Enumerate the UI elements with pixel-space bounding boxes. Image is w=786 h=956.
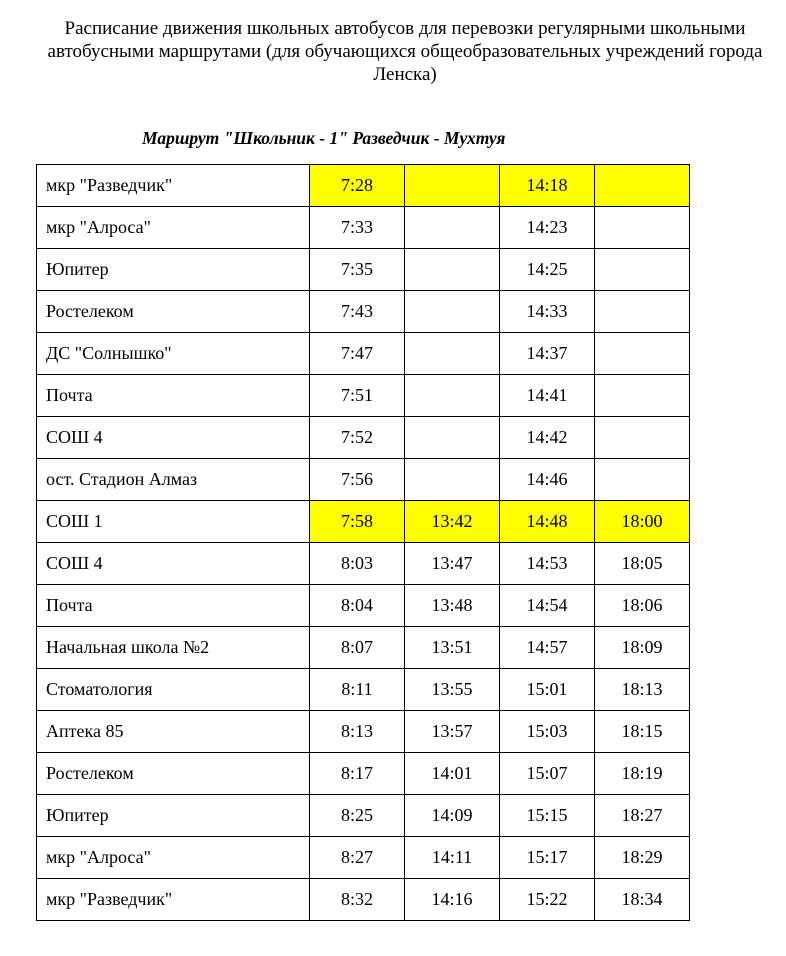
departure-time-cell-1: 7:52	[310, 417, 405, 459]
departure-time-cell-4	[595, 333, 690, 375]
route-title: Маршрут "Школьник - 1" Разведчик - Мухтуя	[142, 128, 506, 148]
departure-time-cell-1: 7:43	[310, 291, 405, 333]
table-row	[37, 249, 690, 291]
stop-name-cell: Почта	[37, 375, 310, 417]
stop-name-cell: мкр "Алроса"	[37, 837, 310, 879]
departure-time-cell-2: 13:51	[405, 627, 500, 669]
table-row	[37, 543, 690, 585]
table-row	[37, 879, 690, 921]
departure-time-cell-1: 8:32	[310, 879, 405, 921]
departure-time-cell-1: 8:13	[310, 711, 405, 753]
departure-time-cell-4: 18:00	[595, 501, 690, 543]
stop-name-cell: Юпитер	[37, 795, 310, 837]
table-row	[37, 459, 690, 501]
departure-time-cell-2: 14:01	[405, 753, 500, 795]
departure-time-cell-1: 8:25	[310, 795, 405, 837]
departure-time-cell-2	[405, 459, 500, 501]
departure-time-cell-3: 15:15	[500, 795, 595, 837]
table-row	[37, 375, 690, 417]
departure-time-cell-1: 7:35	[310, 249, 405, 291]
table-row	[37, 291, 690, 333]
departure-time-cell-4: 18:05	[595, 543, 690, 585]
departure-time-cell-4: 18:27	[595, 795, 690, 837]
departure-time-cell-3: 14:42	[500, 417, 595, 459]
departure-time-cell-3: 14:25	[500, 249, 595, 291]
departure-time-cell-2: 13:55	[405, 669, 500, 711]
departure-time-cell-2	[405, 249, 500, 291]
departure-time-cell-2: 14:09	[405, 795, 500, 837]
departure-time-cell-4: 18:34	[595, 879, 690, 921]
departure-time-cell-2: 14:11	[405, 837, 500, 879]
stop-name-cell: Ростелеком	[37, 753, 310, 795]
schedule-table	[36, 164, 690, 921]
departure-time-cell-4	[595, 417, 690, 459]
stop-name-cell: Юпитер	[37, 249, 310, 291]
table-row	[37, 501, 690, 543]
table-row	[37, 795, 690, 837]
departure-time-cell-1: 7:56	[310, 459, 405, 501]
departure-time-cell-4	[595, 375, 690, 417]
departure-time-cell-1: 7:33	[310, 207, 405, 249]
document-title: Расписание движения школьных автобусов для перевозки регулярными школьными автобусными маршрутами (для обучающихся общеобразовательных учреждений города Ленска)	[47, 18, 763, 85]
schedule-body	[37, 165, 690, 921]
departure-time-cell-3: 14:48	[500, 501, 595, 543]
departure-time-cell-1: 8:04	[310, 585, 405, 627]
stop-name-cell: СОШ 4	[37, 417, 310, 459]
table-row	[37, 417, 690, 459]
stop-name-cell: ДС "Солнышко"	[37, 333, 310, 375]
departure-time-cell-1: 8:27	[310, 837, 405, 879]
departure-time-cell-2	[405, 207, 500, 249]
stop-name-cell: мкр "Алроса"	[37, 207, 310, 249]
departure-time-cell-3: 15:01	[500, 669, 595, 711]
departure-time-cell-3: 14:23	[500, 207, 595, 249]
table-row	[37, 627, 690, 669]
departure-time-cell-3: 14:41	[500, 375, 595, 417]
departure-time-cell-4: 18:15	[595, 711, 690, 753]
departure-time-cell-1: 8:07	[310, 627, 405, 669]
departure-time-cell-2: 13:57	[405, 711, 500, 753]
stop-name-cell: Аптека 85	[37, 711, 310, 753]
departure-time-cell-3: 14:54	[500, 585, 595, 627]
departure-time-cell-2	[405, 375, 500, 417]
departure-time-cell-3: 15:07	[500, 753, 595, 795]
departure-time-cell-1: 8:11	[310, 669, 405, 711]
table-row	[37, 165, 690, 207]
stop-name-cell: ост. Стадион Алмаз	[37, 459, 310, 501]
departure-time-cell-1: 7:28	[310, 165, 405, 207]
departure-time-cell-2	[405, 165, 500, 207]
departure-time-cell-4	[595, 249, 690, 291]
departure-time-cell-2: 13:47	[405, 543, 500, 585]
departure-time-cell-3: 14:33	[500, 291, 595, 333]
departure-time-cell-2	[405, 333, 500, 375]
table-row	[37, 669, 690, 711]
departure-time-cell-4: 18:29	[595, 837, 690, 879]
departure-time-cell-4	[595, 459, 690, 501]
departure-time-cell-1: 7:47	[310, 333, 405, 375]
departure-time-cell-4: 18:09	[595, 627, 690, 669]
stop-name-cell: Ростелеком	[37, 291, 310, 333]
departure-time-cell-2	[405, 417, 500, 459]
departure-time-cell-3: 14:57	[500, 627, 595, 669]
stop-name-cell: СОШ 1	[37, 501, 310, 543]
stop-name-cell: Стоматология	[37, 669, 310, 711]
stop-name-cell: мкр "Разведчик"	[37, 165, 310, 207]
departure-time-cell-1: 7:58	[310, 501, 405, 543]
departure-time-cell-3: 14:18	[500, 165, 595, 207]
departure-time-cell-1: 8:17	[310, 753, 405, 795]
departure-time-cell-1: 8:03	[310, 543, 405, 585]
departure-time-cell-2: 13:48	[405, 585, 500, 627]
table-row	[37, 207, 690, 249]
table-row	[37, 711, 690, 753]
departure-time-cell-4: 18:13	[595, 669, 690, 711]
stop-name-cell: СОШ 4	[37, 543, 310, 585]
departure-time-cell-3: 14:37	[500, 333, 595, 375]
departure-time-cell-3: 14:53	[500, 543, 595, 585]
departure-time-cell-4: 18:19	[595, 753, 690, 795]
stop-name-cell: Начальная школа №2	[37, 627, 310, 669]
departure-time-cell-4	[595, 207, 690, 249]
departure-time-cell-2	[405, 291, 500, 333]
departure-time-cell-4	[595, 165, 690, 207]
departure-time-cell-3: 15:22	[500, 879, 595, 921]
stop-name-cell: Почта	[37, 585, 310, 627]
table-row	[37, 333, 690, 375]
departure-time-cell-1: 7:51	[310, 375, 405, 417]
departure-time-cell-4: 18:06	[595, 585, 690, 627]
table-row	[37, 585, 690, 627]
departure-time-cell-3: 15:17	[500, 837, 595, 879]
departure-time-cell-3: 15:03	[500, 711, 595, 753]
table-row	[37, 753, 690, 795]
departure-time-cell-2: 14:16	[405, 879, 500, 921]
departure-time-cell-4	[595, 291, 690, 333]
departure-time-cell-2: 13:42	[405, 501, 500, 543]
stop-name-cell: мкр "Разведчик"	[37, 879, 310, 921]
table-row	[37, 837, 690, 879]
departure-time-cell-3: 14:46	[500, 459, 595, 501]
